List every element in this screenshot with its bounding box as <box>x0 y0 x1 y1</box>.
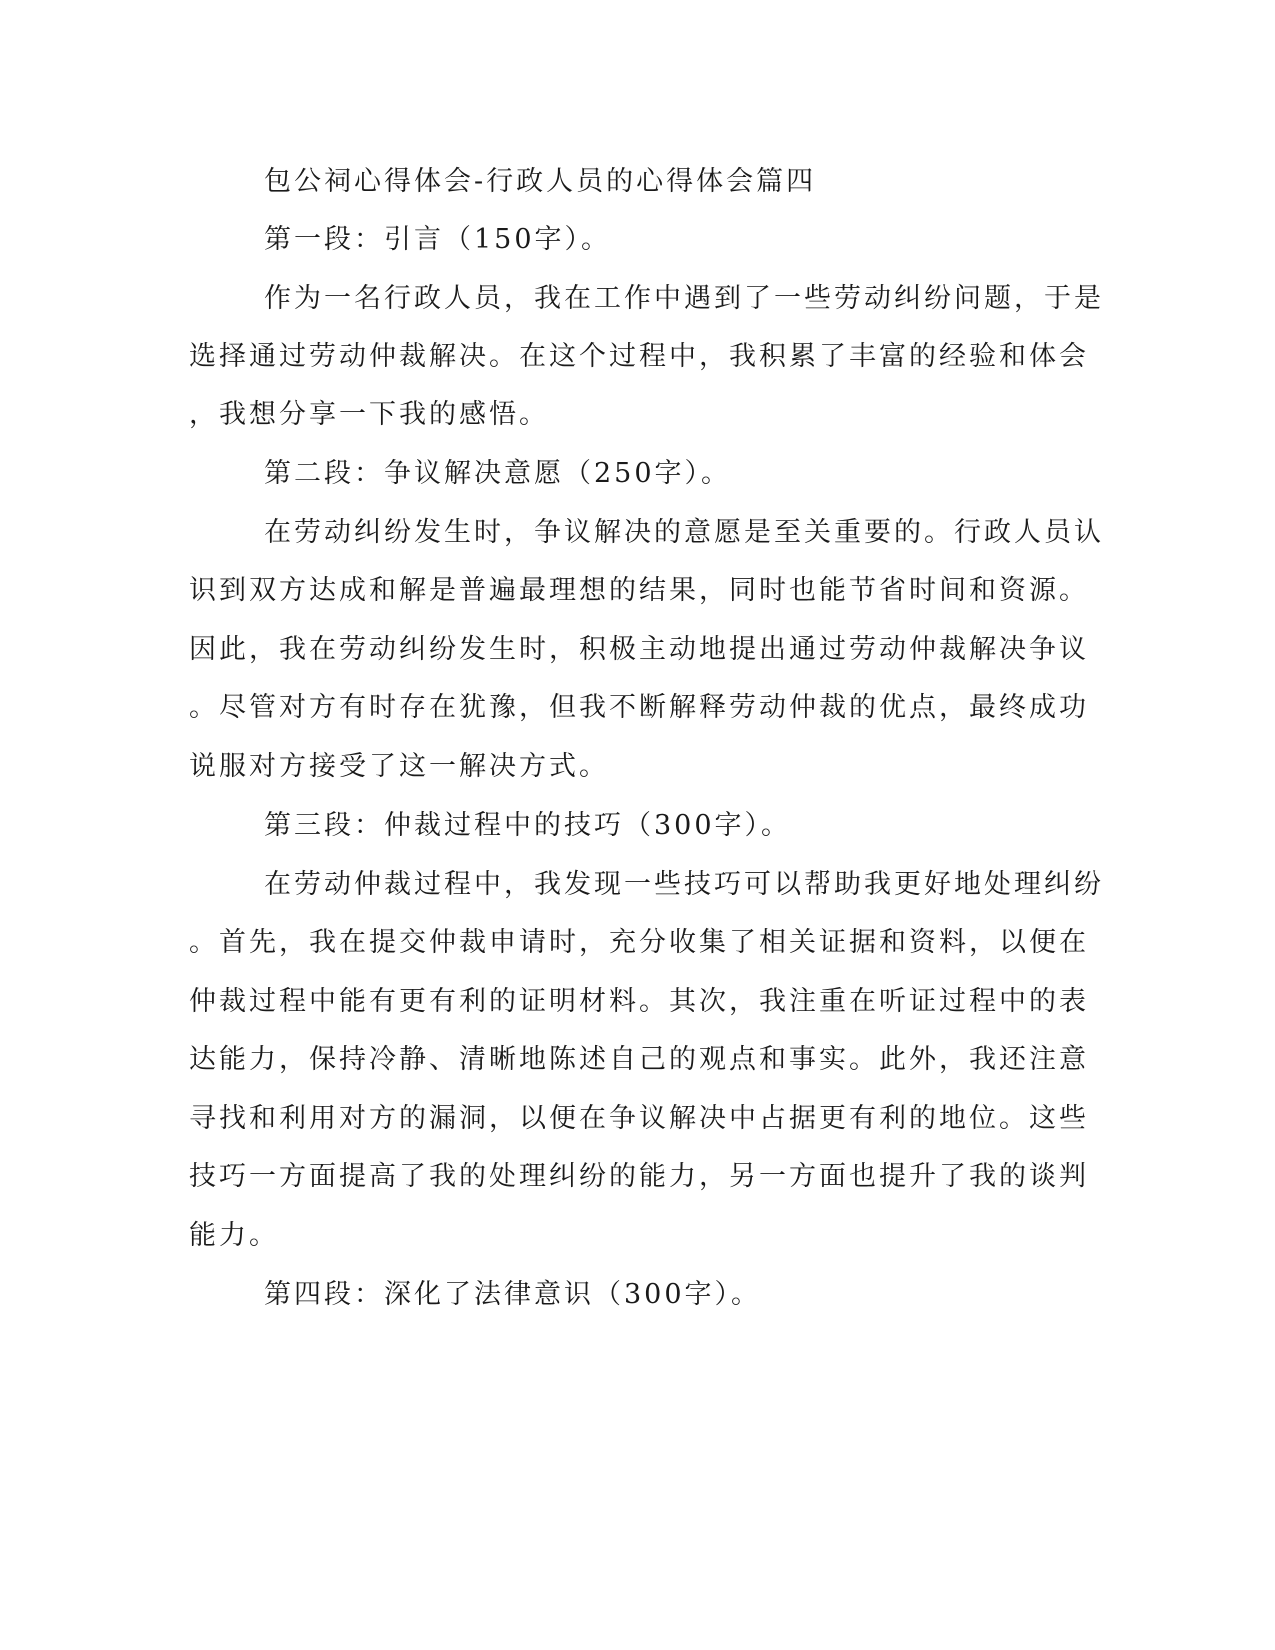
paragraph-line: 因此，我在劳动纠纷发生时，积极主动地提出通过劳动仲裁解决争议 <box>189 634 1089 665</box>
paragraph-line: 在劳动仲裁过程中，我发现一些技巧可以帮助我更好地处理纠纷 <box>264 869 1104 900</box>
paragraph-line: 技巧一方面提高了我的处理纠纷的能力，另一方面也提升了我的谈判 <box>189 1161 1089 1192</box>
paragraph-line: 仲裁过程中能有更有利的证明材料。其次，我注重在听证过程中的表 <box>189 986 1089 1017</box>
paragraph-line: 能力。 <box>189 1220 279 1251</box>
paragraph-line: 。首先，我在提交仲裁申请时，充分收集了相关证据和资料，以便在 <box>189 927 1089 958</box>
section-heading-2: 第二段：争议解决意愿（250字）。 <box>264 458 732 489</box>
paragraph-line: ，我想分享一下我的感悟。 <box>189 399 549 430</box>
document-title: 包公祠心得体会-行政人员的心得体会篇四 <box>264 166 817 197</box>
paragraph-line: 选择通过劳动仲裁解决。在这个过程中，我积累了丰富的经验和体会 <box>189 341 1089 372</box>
paragraph-line: 达能力，保持冷静、清晰地陈述自己的观点和事实。此外，我还注意 <box>189 1044 1089 1075</box>
paragraph-line: 寻找和利用对方的漏洞，以便在争议解决中占据更有利的地位。这些 <box>189 1103 1089 1134</box>
section-heading-4: 第四段：深化了法律意识（300字）。 <box>264 1279 762 1310</box>
paragraph-line: 作为一名行政人员，我在工作中遇到了一些劳动纠纷问题，于是 <box>264 283 1104 314</box>
paragraph-line: 说服对方接受了这一解决方式。 <box>189 751 609 782</box>
paragraph-line: 识到双方达成和解是普遍最理想的结果，同时也能节省时间和资源。 <box>189 575 1089 606</box>
section-heading-3: 第三段：仲裁过程中的技巧（300字）。 <box>264 810 792 841</box>
paragraph-line: 。尽管对方有时存在犹豫，但我不断解释劳动仲裁的优点，最终成功 <box>189 692 1089 723</box>
paragraph-line: 在劳动纠纷发生时，争议解决的意愿是至关重要的。行政人员认 <box>264 517 1104 548</box>
section-heading-1: 第一段：引言（150字）。 <box>264 224 612 255</box>
